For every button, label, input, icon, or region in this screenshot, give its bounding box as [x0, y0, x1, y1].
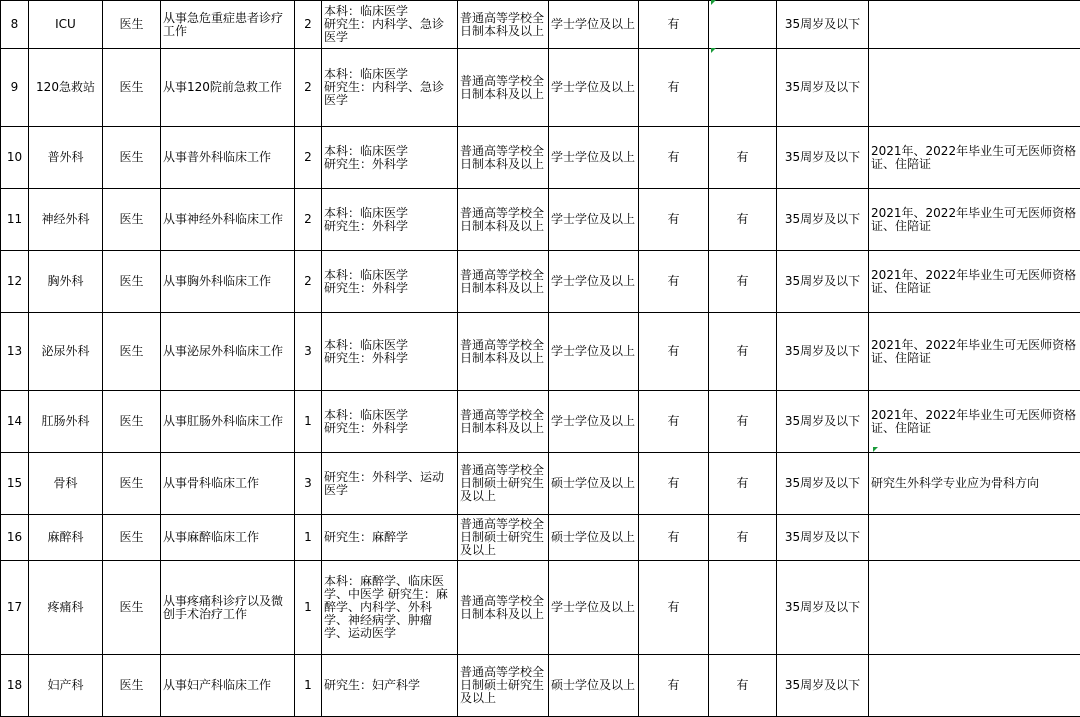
cell-degree[interactable]: 硕士学位及以上	[549, 453, 639, 515]
cell-age-limit[interactable]: 35周岁及以下	[777, 189, 869, 251]
table-row	[1, 453, 1080, 515]
cell-headcount[interactable]: 2	[295, 49, 322, 127]
cell-education[interactable]: 普通高等学校全日制硕士研究生及以上	[458, 655, 549, 717]
cell-age-limit[interactable]: 35周岁及以下	[777, 1, 869, 49]
cell-education[interactable]: 普通高等学校全日制本科及以上	[458, 251, 549, 313]
cell-remarks[interactable]: 研究生外科学专业应为骨科方向	[869, 453, 1080, 515]
cell-duty[interactable]: 从事胸外科临床工作	[161, 251, 295, 313]
cell-remarks[interactable]	[869, 49, 1080, 127]
table-row	[1, 391, 1080, 453]
cell-department[interactable]: ICU	[29, 1, 103, 49]
cell-remarks[interactable]: 2021年、2022年毕业生可无医师资格证、住陪证	[869, 251, 1080, 313]
cell-duty[interactable]: 从事骨科临床工作	[161, 453, 295, 515]
cell-position[interactable]: 医生	[103, 515, 161, 561]
cell-residency-cert-required[interactable]: 有	[709, 453, 777, 515]
cell-degree[interactable]: 学士学位及以上	[549, 251, 639, 313]
cell-department[interactable]: 胸外科	[29, 251, 103, 313]
cell-number[interactable]: 9	[1, 49, 29, 127]
cell-position[interactable]: 医生	[103, 189, 161, 251]
cell-license-required[interactable]: 有	[639, 189, 709, 251]
cell-major[interactable]: 研究生：外科学、运动医学	[322, 453, 458, 515]
table-row	[1, 515, 1080, 561]
cell-degree[interactable]: 学士学位及以上	[549, 189, 639, 251]
cell-headcount[interactable]: 1	[295, 515, 322, 561]
cell-degree[interactable]: 学士学位及以上	[549, 391, 639, 453]
cell-age-limit[interactable]: 35周岁及以下	[777, 453, 869, 515]
cell-residency-cert-required[interactable]	[709, 49, 777, 127]
cell-major[interactable]: 本科：麻醉学、临床医学、中医学 研究生：麻醉学、内科学、外科学、神经病学、肿瘤学、运动医学	[322, 561, 458, 655]
cell-degree[interactable]: 学士学位及以上	[549, 127, 639, 189]
cell-department[interactable]: 泌尿外科	[29, 313, 103, 391]
cell-education[interactable]: 普通高等学校全日制本科及以上	[458, 561, 549, 655]
cell-department[interactable]: 120急救站	[29, 49, 103, 127]
cell-license-required[interactable]: 有	[639, 313, 709, 391]
cell-education[interactable]: 普通高等学校全日制本科及以上	[458, 49, 549, 127]
cell-education[interactable]: 普通高等学校全日制硕士研究生及以上	[458, 453, 549, 515]
cell-license-required[interactable]: 有	[639, 49, 709, 127]
cell-age-limit[interactable]: 35周岁及以下	[777, 127, 869, 189]
cell-age-limit[interactable]: 35周岁及以下	[777, 251, 869, 313]
table-row	[1, 49, 1080, 127]
cell-residency-cert-required[interactable]	[709, 1, 777, 49]
table-row	[1, 189, 1080, 251]
cell-license-required[interactable]: 有	[639, 515, 709, 561]
cell-number[interactable]: 16	[1, 515, 29, 561]
cell-remarks[interactable]: 2021年、2022年毕业生可无医师资格证、住陪证	[869, 189, 1080, 251]
cell-department[interactable]: 骨科	[29, 453, 103, 515]
table-row	[1, 561, 1080, 655]
cell-headcount[interactable]: 2	[295, 251, 322, 313]
cell-position[interactable]: 医生	[103, 49, 161, 127]
cell-degree[interactable]: 硕士学位及以上	[549, 655, 639, 717]
cell-remarks[interactable]: 2021年、2022年毕业生可无医师资格证、住陪证	[869, 127, 1080, 189]
cell-duty[interactable]: 从事神经外科临床工作	[161, 189, 295, 251]
cell-residency-cert-required[interactable]	[709, 561, 777, 655]
cell-headcount[interactable]: 1	[295, 391, 322, 453]
cell-position[interactable]: 医生	[103, 655, 161, 717]
cell-education[interactable]: 普通高等学校全日制本科及以上	[458, 1, 549, 49]
cell-degree[interactable]: 学士学位及以上	[549, 1, 639, 49]
cell-age-limit[interactable]: 35周岁及以下	[777, 655, 869, 717]
cell-position[interactable]: 医生	[103, 1, 161, 49]
cell-major[interactable]: 本科：临床医学 研究生：外科学	[322, 391, 458, 453]
cell-position[interactable]: 医生	[103, 313, 161, 391]
cell-license-required[interactable]: 有	[639, 1, 709, 49]
cell-license-required[interactable]: 有	[639, 391, 709, 453]
cell-duty[interactable]: 从事急危重症患者诊疗工作	[161, 1, 295, 49]
cell-duty[interactable]: 从事泌尿外科临床工作	[161, 313, 295, 391]
cell-degree[interactable]: 硕士学位及以上	[549, 515, 639, 561]
cell-remarks[interactable]	[869, 1, 1080, 49]
cell-degree[interactable]: 学士学位及以上	[549, 561, 639, 655]
cell-department[interactable]: 肛肠外科	[29, 391, 103, 453]
cell-headcount[interactable]: 1	[295, 561, 322, 655]
cell-duty[interactable]: 从事疼痛科诊疗以及微创手术治疗工作	[161, 561, 295, 655]
cell-license-required[interactable]: 有	[639, 453, 709, 515]
cell-number[interactable]: 18	[1, 655, 29, 717]
cell-comment-indicator	[873, 447, 878, 452]
cell-remarks[interactable]: 2021年、2022年毕业生可无医师资格证、住陪证	[869, 391, 1080, 453]
cell-position[interactable]: 医生	[103, 453, 161, 515]
cell-age-limit[interactable]: 35周岁及以下	[777, 515, 869, 561]
table-row	[1, 313, 1080, 391]
cell-license-required[interactable]: 有	[639, 655, 709, 717]
cell-age-limit[interactable]: 35周岁及以下	[777, 49, 869, 127]
cell-position[interactable]: 医生	[103, 251, 161, 313]
cell-remarks[interactable]: 2021年、2022年毕业生可无医师资格证、住陪证	[869, 313, 1080, 391]
cell-number[interactable]: 13	[1, 313, 29, 391]
cell-number[interactable]: 14	[1, 391, 29, 453]
cell-degree[interactable]: 学士学位及以上	[549, 49, 639, 127]
cell-degree[interactable]: 学士学位及以上	[549, 313, 639, 391]
cell-number[interactable]: 17	[1, 561, 29, 655]
cell-headcount[interactable]: 3	[295, 453, 322, 515]
cell-education[interactable]: 普通高等学校全日制本科及以上	[458, 127, 549, 189]
cell-department[interactable]: 神经外科	[29, 189, 103, 251]
cell-major[interactable]: 本科：临床医学 研究生：外科学	[322, 127, 458, 189]
cell-major[interactable]: 本科：临床医学 研究生：外科学	[322, 189, 458, 251]
cell-major[interactable]: 本科：临床医学 研究生：外科学	[322, 313, 458, 391]
cell-headcount[interactable]: 1	[295, 655, 322, 717]
cell-major[interactable]: 本科：临床医学 研究生：内科学、急诊医学	[322, 1, 458, 49]
cell-residency-cert-required[interactable]: 有	[709, 655, 777, 717]
cell-department[interactable]: 疼痛科	[29, 561, 103, 655]
cell-residency-cert-required[interactable]: 有	[709, 251, 777, 313]
cell-education[interactable]: 普通高等学校全日制本科及以上	[458, 391, 549, 453]
cell-duty[interactable]: 从事麻醉临床工作	[161, 515, 295, 561]
cell-major[interactable]: 研究生：妇产科学	[322, 655, 458, 717]
cell-residency-cert-required[interactable]: 有	[709, 391, 777, 453]
cell-headcount[interactable]: 2	[295, 127, 322, 189]
cell-duty[interactable]: 从事120院前急救工作	[161, 49, 295, 127]
cell-number[interactable]: 15	[1, 453, 29, 515]
cell-position[interactable]: 医生	[103, 127, 161, 189]
cell-duty[interactable]: 从事普外科临床工作	[161, 127, 295, 189]
table-row	[1, 127, 1080, 189]
cell-duty[interactable]: 从事肛肠外科临床工作	[161, 391, 295, 453]
cell-remarks[interactable]	[869, 515, 1080, 561]
cell-number[interactable]: 12	[1, 251, 29, 313]
cell-age-limit[interactable]: 35周岁及以下	[777, 313, 869, 391]
cell-education[interactable]: 普通高等学校全日制硕士研究生及以上	[458, 515, 549, 561]
cell-residency-cert-required[interactable]: 有	[709, 515, 777, 561]
cell-major[interactable]: 本科：临床医学 研究生：内科学、急诊医学	[322, 49, 458, 127]
cell-residency-cert-required[interactable]: 有	[709, 189, 777, 251]
cell-number[interactable]: 11	[1, 189, 29, 251]
cell-remarks[interactable]	[869, 655, 1080, 717]
table-row	[1, 1, 1080, 49]
table-row	[1, 655, 1080, 717]
cell-residency-cert-required[interactable]: 有	[709, 313, 777, 391]
cell-comment-indicator	[711, 0, 716, 5]
cell-department[interactable]: 妇产科	[29, 655, 103, 717]
cell-major[interactable]: 本科：临床医学 研究生：外科学	[322, 251, 458, 313]
cell-age-limit[interactable]: 35周岁及以下	[777, 391, 869, 453]
cell-comment-indicator	[711, 48, 716, 53]
cell-license-required[interactable]: 有	[639, 127, 709, 189]
cell-headcount[interactable]: 2	[295, 189, 322, 251]
cell-headcount[interactable]: 2	[295, 1, 322, 49]
cell-license-required[interactable]: 有	[639, 251, 709, 313]
cell-position[interactable]: 医生	[103, 561, 161, 655]
cell-age-limit[interactable]: 35周岁及以下	[777, 561, 869, 655]
cell-department[interactable]: 普外科	[29, 127, 103, 189]
cell-number[interactable]: 10	[1, 127, 29, 189]
cell-number[interactable]: 8	[1, 1, 29, 49]
table-row	[1, 251, 1080, 313]
cell-department[interactable]: 麻醉科	[29, 515, 103, 561]
cell-education[interactable]: 普通高等学校全日制本科及以上	[458, 313, 549, 391]
cell-remarks[interactable]	[869, 561, 1080, 655]
cell-position[interactable]: 医生	[103, 391, 161, 453]
cell-license-required[interactable]: 有	[639, 561, 709, 655]
cell-headcount[interactable]: 3	[295, 313, 322, 391]
cell-education[interactable]: 普通高等学校全日制本科及以上	[458, 189, 549, 251]
cell-duty[interactable]: 从事妇产科临床工作	[161, 655, 295, 717]
cell-residency-cert-required[interactable]: 有	[709, 127, 777, 189]
cell-major[interactable]: 研究生：麻醉学	[322, 515, 458, 561]
